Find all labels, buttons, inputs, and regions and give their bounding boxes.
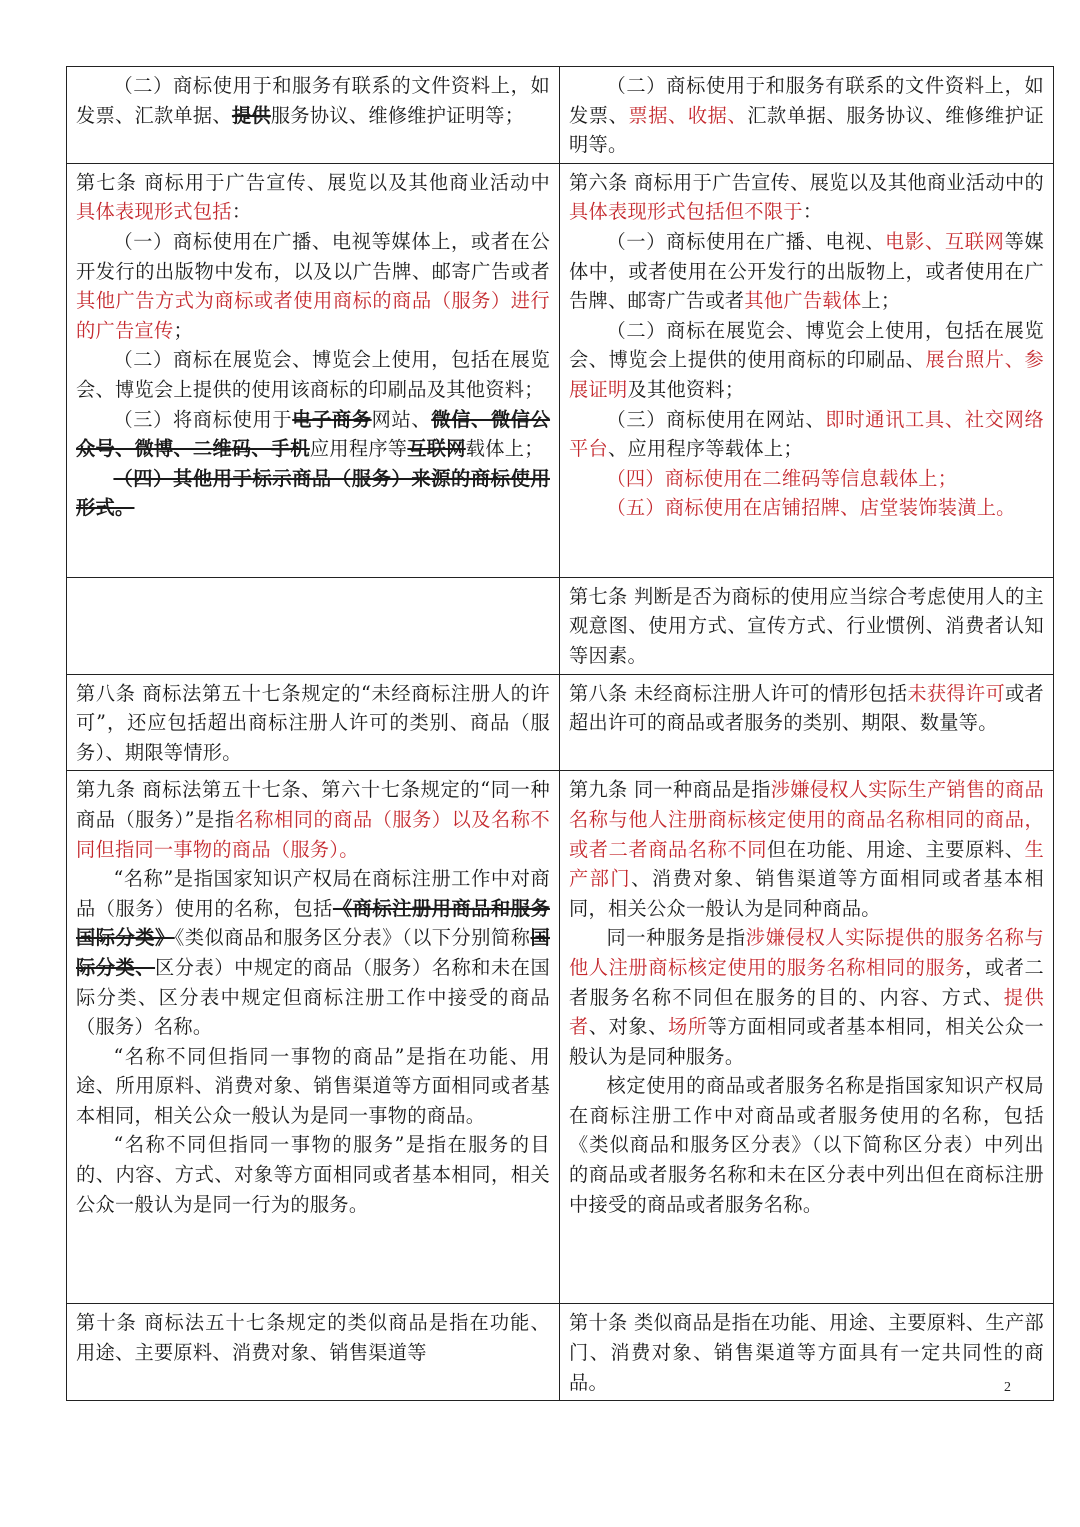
table-row: [67, 577, 1054, 674]
clause-text: 同一种服务是指: [606, 926, 746, 950]
clause-text: ，或者二者服务名称不同但在服务的目的、内容、方式、: [569, 955, 1044, 1009]
clause-text: ：: [231, 200, 252, 224]
clause-text: 但在功能、用途、主要原料、: [767, 837, 1025, 861]
table-row: [67, 771, 1054, 1304]
added-text: 涉嫌侵权人实际生产销售的商品名称与他人注册商标核定使用的商品名称相同的商品，或者二者商品名称不同: [569, 778, 1044, 861]
clause-text: 核定使用的商品或者服务名称是指国家知识产权局在商标注册工作中对商品或者服务使用的名称，包括《类似商品和服务区分表》（以下简称区分表）中列出的商品或者服务名称和未在区分表中列出但在商标注册中接受的商品或者服务名称。: [569, 1074, 1044, 1216]
old-text-cell: [67, 67, 560, 164]
clause-text: 第九条 同一种商品是指: [569, 778, 771, 802]
clause-text: 第八条 未经商标注册人许可的情形包括: [569, 681, 908, 705]
clause-text: （一）商标使用在广播、电视等媒体上，或者在公开发行的出版物中发布，以及以广告牌、邮寄广告或者: [76, 229, 550, 283]
clause-paragraph: [76, 775, 550, 864]
clause-text: 等媒体中，或者使用在公开发行的出版物上，或者使用在广告牌、邮寄广告或者: [569, 229, 1044, 313]
new-text-cell: [560, 1304, 1054, 1401]
clause-text: 第六条 商标用于广告宣传、展览以及其他商业活动中的: [569, 170, 1044, 194]
added-text: 其他广告方式为商标或者使用商标的商品（服务）进行的广告宣传: [76, 289, 550, 342]
clause-text: 、对象、: [588, 1015, 669, 1039]
clause-text: 、消费对象、销售渠道等方面相同或者基本相同，相关公众一般认为是同种商品。: [569, 867, 1045, 920]
added-text: 名称相同的商品（服务）以及名称不同但指同一事物的商品（服务）。: [76, 807, 550, 861]
added-text: 即时通讯工具、社交网络平台: [569, 407, 1044, 461]
clause-text: ；: [173, 318, 193, 342]
clause-paragraph: [76, 679, 550, 768]
clause-paragraph: [76, 227, 550, 345]
clause-paragraph: [569, 679, 1044, 738]
clause-paragraph: [569, 775, 1044, 923]
clause-text: 第七条 判断是否为商标的使用应当综合考虑使用人的主观意图、使用方式、宣传方式、行业惯例、消费者认知等因素。: [569, 584, 1044, 667]
comparison-table: [66, 66, 1054, 1401]
added-text: 提供者: [569, 985, 1044, 1039]
added-text: 具体表现形式包括: [76, 200, 232, 224]
clause-paragraph: [76, 864, 550, 1042]
clause-paragraph: [569, 71, 1044, 160]
added-text: 场所: [668, 1015, 708, 1039]
added-text: （五）商标使用在店铺招牌、店堂装饰装潢上。: [606, 496, 1016, 520]
clause-text: 第七条 商标用于广告宣传、展览以及其他商业活动中: [76, 170, 550, 194]
table-row: [67, 67, 1054, 164]
clause-paragraph: [76, 71, 550, 130]
clause-text: “名称不同但指同一事物的商品”是指在功能、用途、所用原料、消费对象、销售渠道等方面相同或者基本相同，相关公众一般认为是同一事物的商品。: [76, 1044, 550, 1127]
clause-text: 或者超出许可的商品或者服务的类别、期限、数量等。: [569, 681, 1044, 735]
clause-text: 第八条 商标法第五十七条规定的“未经商标注册人的许可”，还应包括超出商标注册人许可的类别、商品（服务）、期限等情形。: [76, 681, 550, 764]
new-text-cell: [560, 577, 1054, 674]
clause-paragraph: [76, 405, 550, 464]
comparison-table-body: [67, 67, 1054, 1401]
clause-paragraph: [76, 1130, 550, 1219]
clause-text: 第十条 类似商品是指在功能、用途、主要原料、生产部门、消费对象、销售渠道等方面具有一定共同性的商品。: [569, 1311, 1044, 1394]
clause-text: （三）将商标使用于: [113, 407, 293, 431]
clause-text: 及其他资料；: [627, 377, 745, 401]
deleted-text: 电子商务: [292, 407, 372, 431]
clause-text: （二）商标在展览会、博览会上使用，包括在展览会、博览会上提供的使用商标的印刷品、: [569, 318, 1044, 372]
new-text-cell: [560, 67, 1054, 164]
clause-paragraph: [569, 582, 1044, 671]
clause-paragraph: [76, 345, 550, 404]
new-text-cell: [560, 771, 1054, 1304]
old-text-cell-empty: [67, 577, 560, 674]
table-row: [67, 163, 1054, 577]
clause-text: 区分表）中规定的商品（服务）名称和未在国际分类、区分表中规定但商标注册工作中接受的商品（服务）名称。: [76, 955, 550, 1039]
added-text: 生产部门: [569, 837, 1044, 891]
deleted-text: 国际分类、: [76, 926, 550, 979]
deleted-text: 微信、微信公众号、微博、二维码、手机: [76, 407, 551, 461]
clause-paragraph: [569, 168, 1044, 227]
clause-text: 等方面相同或者基本相同，相关公众一般认为是同种服务。: [569, 1015, 1044, 1068]
added-text: 票据、收据、: [628, 103, 748, 127]
clause-text: （二）商标使用于和服务有联系的文件资料上，如发票、汇款单据、: [76, 74, 550, 127]
added-text: 具体表现形式包括但不限于: [569, 200, 803, 224]
clause-text: （二）商标使用于和服务有联系的文件资料上，如发票、: [569, 74, 1044, 127]
deleted-text: （四）其他用于标示商品（服务）来源的商标使用形式。: [76, 466, 550, 520]
deleted-text: 提供: [231, 103, 271, 127]
added-text: 涉嫌侵权人实际提供的服务名称与他人注册商标核定使用的服务名称相同的服务: [569, 926, 1044, 979]
old-text-cell: [67, 771, 560, 1304]
clause-text: “名称不同但指同一事物的服务”是指在服务的目的、内容、方式、对象等方面相同或者基本相同，相关公众一般认为是同一行为的服务。: [76, 1133, 550, 1216]
clause-text: 第九条 商标法第五十七条、第六十七条规定的“同一种商品（服务）”是指: [76, 778, 550, 831]
clause-text: 汇款单据、服务协议、维修维护证明等。: [569, 103, 1044, 157]
clause-paragraph: [569, 493, 1044, 523]
clause-text: 载体上；: [465, 437, 544, 461]
clause-paragraph: [76, 1308, 550, 1367]
clause-paragraph: [569, 923, 1044, 1071]
added-text: 电影、互联网: [885, 229, 1005, 253]
old-text-cell: [67, 163, 560, 577]
clause-paragraph: [569, 227, 1044, 316]
clause-text: 上；: [861, 289, 901, 313]
clause-text: （一）商标使用在广播、电视、: [606, 229, 886, 253]
added-text: （四）商标使用在二维码等信息载体上；: [606, 466, 958, 490]
clause-text: 、应用程序等载体上；: [607, 437, 803, 461]
table-row: [67, 1304, 1054, 1401]
added-text: 未获得许可: [907, 681, 1005, 705]
page-number: 2: [1004, 1380, 1011, 1395]
new-text-cell: [560, 674, 1054, 771]
added-text: 其他广告载体: [744, 289, 862, 313]
clause-paragraph: [569, 1308, 1044, 1397]
clause-text: ：: [802, 200, 823, 224]
clause-paragraph: [76, 168, 550, 227]
clause-paragraph: [569, 1071, 1044, 1219]
old-text-cell: [67, 1304, 560, 1401]
clause-text: （三）商标使用在网站、: [606, 407, 826, 431]
clause-text: 网站、: [371, 407, 432, 431]
clause-paragraph: [569, 316, 1044, 405]
clause-text: （二）商标在展览会、博览会上使用，包括在展览会、博览会上提供的使用该商标的印刷品及其他资料；: [76, 348, 550, 401]
clause-paragraph: [569, 405, 1044, 464]
deleted-text: 互联网: [407, 437, 466, 461]
old-text-cell: [67, 674, 560, 771]
added-text: 展台照片、参展证明: [569, 348, 1044, 401]
table-row: [67, 674, 1054, 771]
clause-paragraph: [76, 464, 550, 523]
clause-text: 《类似商品和服务区分表》（以下分别简称: [174, 926, 531, 950]
deleted-text: 《商标注册用商品和服务国际分类》: [76, 896, 550, 950]
new-text-cell: [560, 163, 1054, 577]
clause-text: “名称”是指国家知识产权局在商标注册工作中对商品（服务）使用的名称，包括: [76, 867, 550, 920]
clause-text: 第十条 商标法五十七条规定的类似商品是指在功能、用途、主要原料、消费对象、销售渠道等: [76, 1311, 550, 1364]
clause-text: 服务协议、维修维护证明等；: [270, 103, 525, 127]
clause-paragraph: [569, 464, 1044, 494]
clause-paragraph: [76, 1042, 550, 1131]
clause-text: 应用程序等: [309, 437, 408, 461]
